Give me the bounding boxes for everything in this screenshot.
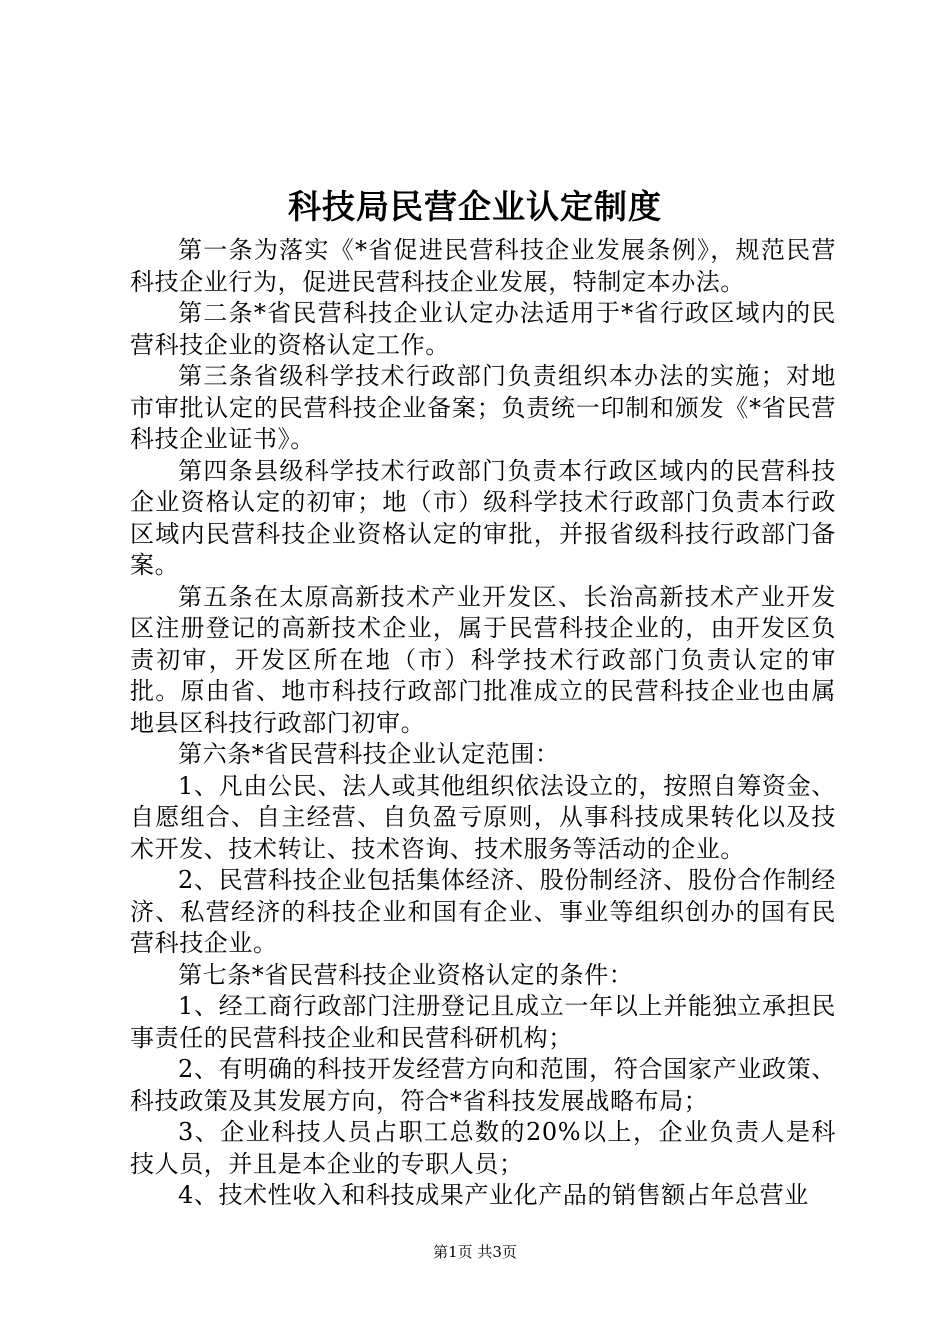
article-7-item-2: 2、有明确的科技开发经营方向和范围，符合国家产业政策、科技政策及其发展方向，符合*省科技发展战略布局； [130, 1055, 836, 1115]
article-7-item-1: 1、经工商行政部门注册登记且成立一年以上并能独立承担民事责任的民营科技企业和民营科研机构； [130, 992, 836, 1052]
page-footer: 第1页 共3页 [433, 1243, 517, 1261]
article-6-item-1: 1、凡由公民、法人或其他组织依法设立的，按照自筹资金、自愿组合、自主经营、自负盈亏原则，从事科技成果转化以及技术开发、技术转让、技术咨询、技术服务等活动的企业。 [130, 771, 836, 863]
article-6-heading: 第六条*省民营科技企业认定范围： [178, 740, 560, 768]
article-4-paragraph: 第四条县级科学技术行政部门负责本行政区域内的民营科技企业资格认定的初审；地（市）级科学技术行政部门负责本行政区域内民营科技企业资格认定的审批，并报省级科技行政部门备案。 [130, 456, 836, 579]
article-1-paragraph: 第一条为落实《*省促进民营科技企业发展条例》，规范民营科技企业行为，促进民营科技企业发展，特制定本办法。 [130, 236, 836, 296]
article-7-heading: 第七条*省民营科技企业资格认定的条件： [178, 960, 634, 989]
article-7-item-3: 3、企业科技人员占职工总数的20%以上，企业负责人是科技人员，并且是本企业的专职人员； [130, 1118, 836, 1178]
article-7-item-4: 4、技术性收入和科技成果产业化产品的销售额占年总营业 [178, 1181, 809, 1209]
document-title: 科技局民营企业认定制度 [288, 187, 662, 226]
article-2-paragraph: 第二条*省民营科技企业认定办法适用于*省行政区域内的民营科技企业的资格认定工作。 [130, 299, 836, 359]
article-5-paragraph: 第五条在太原高新技术产业开发区、长治高新技术产业开发区注册登记的高新技术企业，属于民营科技企业的，由开发区负责初审，开发区所在地（市）科学技术行政部门负责认定的审批。原由省、地市科技行政部门批准成立的民营科技企业也由属地县区科技行政部门初审。 [130, 582, 836, 737]
document-body [130, 235, 836, 1212]
article-6-item-2: 2、民营科技企业包括集体经济、股份制经济、股份合作制经济、私营经济的科技企业和国有企业、事业等组织创办的国有民营科技企业。 [130, 866, 836, 957]
article-3-paragraph: 第三条省级科学技术行政部门负责组织本办法的实施；对地市审批认定的民营科技企业备案；负责统一印制和颁发《*省民营科技企业证书》。 [130, 362, 836, 453]
